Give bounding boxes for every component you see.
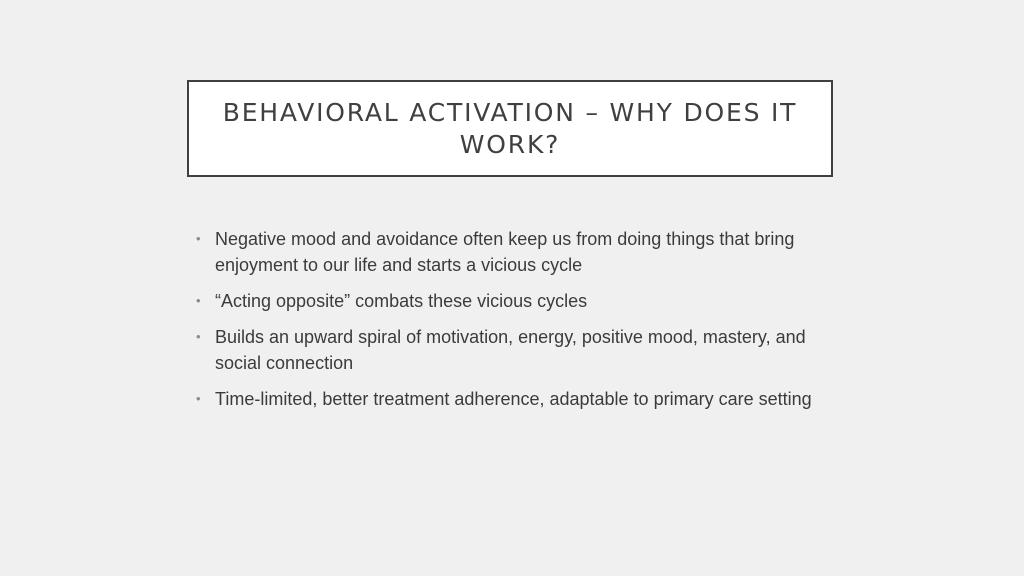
bullet-text: Negative mood and avoidance often keep us from doing things that bring enjoyment to our life and starts a vicious cycle [215,229,795,275]
bullet-list [196,226,826,422]
bullet-text: “Acting opposite” combats these vicious cycles [215,291,588,311]
bullet-text: Builds an upward spiral of motivation, energy, positive mood, mastery, and social connection [215,327,806,373]
bullet-item [196,386,826,412]
title-box [187,80,833,177]
bullet-point-icon: • [196,293,201,308]
bullet-point-icon: • [196,391,201,406]
bullet-item [196,324,826,376]
slide-title: BEHAVIORAL ACTIVATION – WHY DOES IT WORK? [222,97,798,159]
bullet-text: Time-limited, better treatment adherence, adaptable to primary care setting [215,389,812,409]
bullet-item [196,288,826,314]
bullet-point-icon: • [196,231,201,246]
bullet-point-icon: • [196,329,201,344]
bullet-item [196,226,826,278]
